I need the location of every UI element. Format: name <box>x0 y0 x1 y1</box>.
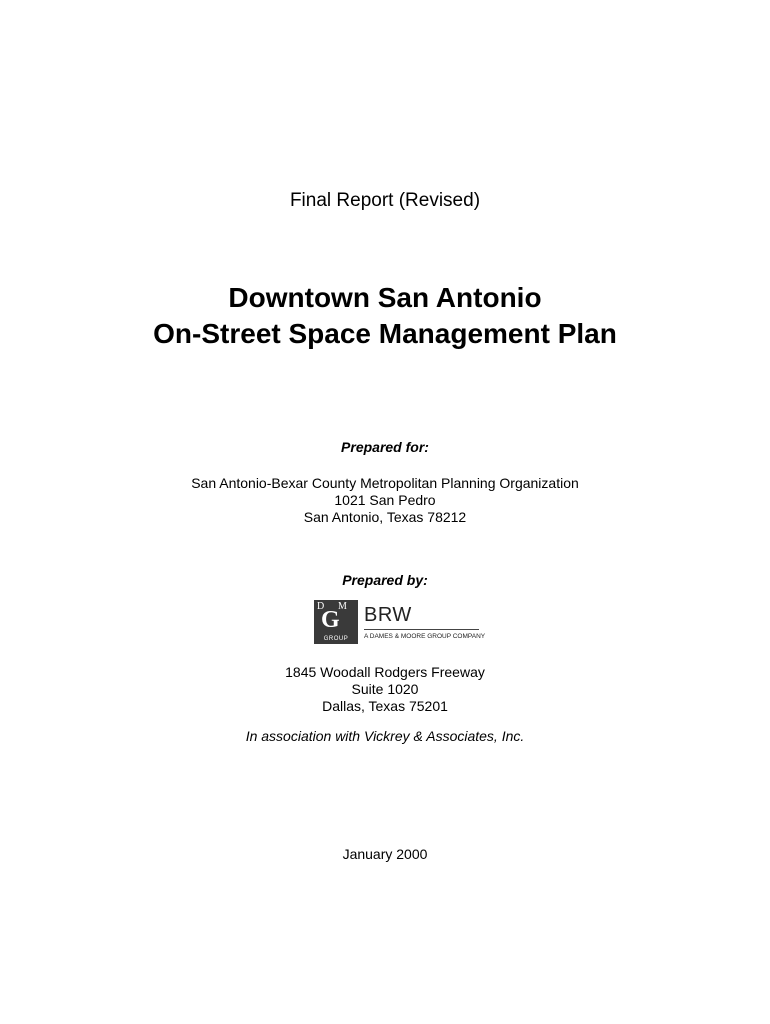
dm-group-brw-logo <box>314 600 486 648</box>
dm-group-logo-mark: D M G GROUP <box>314 600 358 644</box>
title-line-2: On-Street Space Management Plan <box>153 318 617 349</box>
client-organization: San Antonio-Bexar County Metropolitan Planning Organization <box>191 475 579 491</box>
association-note: In association with Vickrey & Associates, Inc. <box>245 728 525 744</box>
brw-logo-text: BRW <box>364 604 412 626</box>
client-address <box>0 475 770 526</box>
logo-divider <box>364 629 479 630</box>
report-title <box>0 280 770 352</box>
report-date: January 2000 <box>342 846 428 862</box>
prepared-by-heading: Prepared by: <box>342 572 428 588</box>
client-street: 1021 San Pedro <box>334 492 436 508</box>
consultant-address <box>0 664 770 715</box>
title-line-1: Downtown San Antonio <box>228 282 542 313</box>
consultant-city: Dallas, Texas 75201 <box>322 698 448 714</box>
client-city: San Antonio, Texas 78212 <box>303 509 467 525</box>
prepared-for-heading: Prepared for: <box>341 439 429 455</box>
report-type: Final Report (Revised) <box>289 190 481 211</box>
consultant-suite: Suite 1020 <box>351 681 419 697</box>
consultant-street: 1845 Woodall Rodgers Freeway <box>285 664 485 680</box>
logo-tagline: A DAMES & MOORE GROUP COMPANY <box>364 633 486 640</box>
